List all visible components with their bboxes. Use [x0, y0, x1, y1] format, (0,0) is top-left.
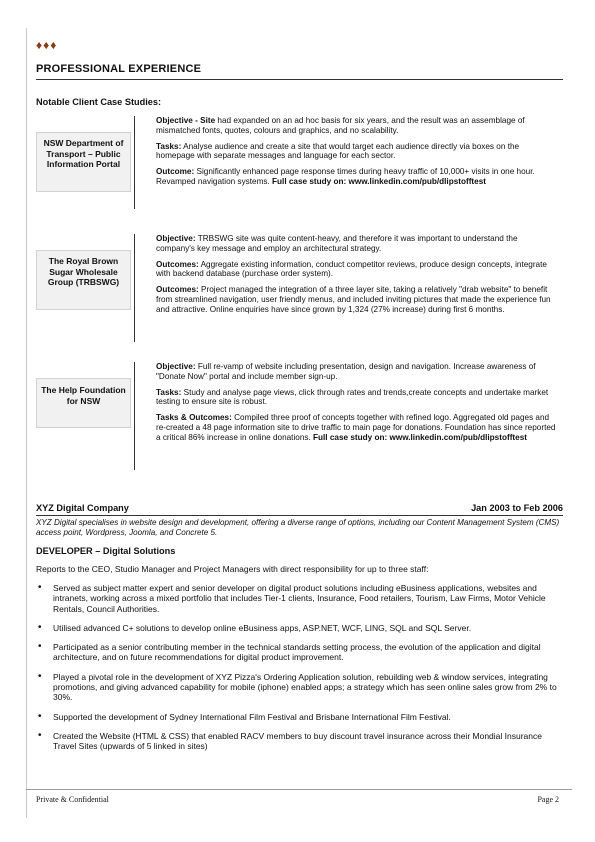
company-name: XYZ Digital Company	[36, 503, 129, 513]
case-client-label: NSW Department of Transport – Public Information Portal	[36, 132, 131, 192]
footer-divider	[26, 789, 572, 790]
case-tasks	[156, 142, 556, 162]
case-divider	[134, 234, 135, 342]
outcome-text: Significantly enhanced page response times during heavy traffic of 10,000+ visits in one hour. Revamped navigation systems.	[156, 167, 535, 186]
outcome-label: Tasks & Outcomes:	[156, 413, 232, 423]
tasks-text: Analyse audience and create a site that would target each audience directly via boxes on the homepage with separate messages and language for each sector.	[156, 141, 520, 161]
case-outcome	[156, 413, 556, 442]
tasks-text: Aggregate existing information, conduct competitor reviews, produce design concepts, integrate with backend database (purchase order system).	[156, 259, 547, 279]
section-divider	[36, 79, 563, 80]
tasks-label: Outcomes:	[156, 259, 199, 269]
list-item: • Served as subject matter expert and senior developer on digital product solutions including eBusiness applications, websites and intranets, working across a mixed portfolio that includes Tier-1 clients, Insurance, Food retailers, Tourism, Law Firms, Motor Vehicle Rentals, Council Authorities.	[36, 583, 563, 614]
page-frame-left	[26, 28, 27, 818]
case-objective	[156, 234, 556, 254]
case-tasks	[156, 260, 556, 280]
case-outcome	[156, 285, 556, 314]
case-studies-heading: Notable Client Case Studies:	[36, 97, 162, 107]
reporting-line: Reports to the CEO, Studio Manager and Project Managers with direct responsibility for up to three staff:	[36, 564, 429, 574]
objective-label: Objective:	[156, 234, 196, 243]
outcome-label: Outcomes:	[156, 285, 199, 295]
list-item: • Participated as a senior contributing member in the technical standards setting process, the evolution of the application and digital architecture, and on future recommendations for digital product improvement.	[36, 642, 563, 663]
list-item: • Supported the development of Sydney International Film Festival and Brisbane International Film Festival.	[36, 712, 563, 722]
tasks-label: Tasks:	[156, 141, 182, 151]
case-tasks	[156, 388, 556, 408]
case-divider	[134, 116, 135, 209]
list-item: • Played a pivotal role in the development of XYZ Pizza's Ordering Application solution, rebuilding web & window services, integrating promotions, and giving advanced capability for mobile (iphone) enabled apps; a strategy which has seen online sales grow from 2% to 30%.	[36, 672, 563, 703]
case-divider	[134, 362, 135, 470]
outcome-text: Project managed the integration of a three layer site, taking a relatively "drab website" to benefit from streamlined navigation, user friendly menus, and included inviting pictures that made the experience fun and attractive. Online enquiries have since grown by 1,324 (27% increase) during first 6 months.	[156, 285, 551, 314]
company-description: XYZ Digital specialises in website design and development, offering a diverse range of options, including our Content Management System (CMS) access point, Wordpress, Joomla, and Concrete 5.	[36, 518, 560, 537]
case-client-label: The Help Foundation for NSW	[36, 378, 131, 428]
section-title: PROFESSIONAL EXPERIENCE	[36, 63, 202, 75]
list-item: • Utilised advanced C+ solutions to develop online eBusiness apps, ASP.NET, WCF, LING, SQL and SQL Server.	[36, 623, 563, 633]
role-title: DEVELOPER – Digital Solutions	[36, 546, 176, 556]
footer-confidential: Private & Confidential	[36, 795, 109, 804]
tasks-label: Tasks:	[156, 387, 182, 397]
case-details	[156, 116, 556, 193]
objective-text: had expanded on an ad hoc basis for six years, and the result was an assemblage of mismatched fonts, quotes, colours and graphics, and no scalability.	[156, 116, 525, 135]
list-item: • Created the Website (HTML & CSS) that enabled RACV members to buy discount travel insurance across their Mondial Insurance Travel Sites (upwards of 5 linked in sites)	[36, 731, 563, 752]
outcome-text: Compiled three proof of concepts together with refined logo. Aggregated old pages and re-created a 48 page information site to drive traffic to main page for donations. Foundation has since reported a critical 86% increase in online donations.	[156, 413, 556, 442]
achievement-list	[36, 583, 563, 761]
company-divider	[36, 515, 563, 516]
case-objective	[156, 116, 556, 136]
company-header	[36, 503, 563, 513]
objective-label: Objective - Site	[156, 116, 216, 125]
objective-text: TRBSWG site was quite content-heavy, and therefore it was important to understand the company's key message and employ an architectural strategy.	[156, 234, 518, 253]
case-objective	[156, 362, 556, 382]
footer-page-number: Page 2	[537, 795, 559, 804]
objective-label: Objective:	[156, 362, 196, 371]
case-client-label: The Royal Brown Sugar Wholesale Group (TRBSWG)	[36, 250, 131, 310]
case-outcome	[156, 167, 556, 187]
diamond-ornament-icon: ♦♦♦	[36, 38, 58, 52]
case-details	[156, 234, 556, 321]
case-details	[156, 362, 556, 449]
objective-text: Full re-vamp of website including presentation, design and navigation. Increase awareness of "Donate Now" portal and include member sign-up.	[156, 362, 536, 381]
case-study-link[interactable]: Full case study on: www.linkedin.com/pub/dlipstofftest	[272, 176, 486, 186]
outcome-label: Outcome:	[156, 167, 195, 177]
case-study-link[interactable]: Full case study on: www.linkedin.com/pub/dlipstofftest	[313, 432, 527, 442]
tasks-text: Study and analyse page views, click through rates and trends,create concepts and undertake market testing to ensure site is robust.	[156, 387, 549, 407]
employment-dates: Jan 2003 to Feb 2006	[471, 503, 563, 513]
